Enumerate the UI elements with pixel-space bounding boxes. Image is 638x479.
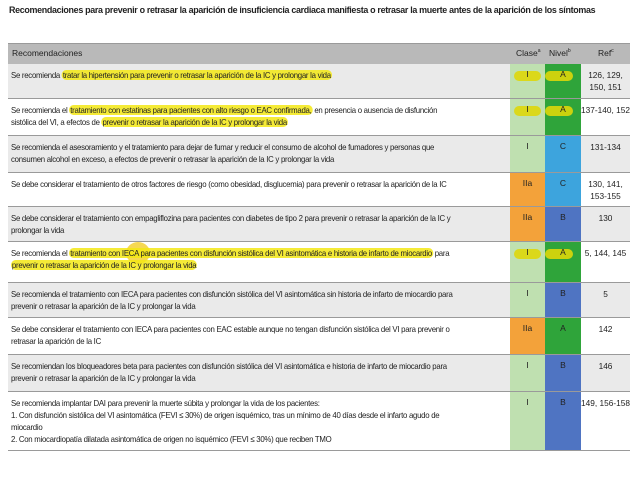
class-cell: I	[510, 392, 545, 450]
level-cell: B	[545, 355, 581, 391]
reference-cell: 5, 144, 145	[584, 248, 627, 258]
reference-cell: 126, 129, 150, 151	[588, 70, 623, 92]
recommendation-text: Se recomienda el tratamiento con IECA para pacientes con disfunción sistólica del VI asintomática e historia de infarto de miocardio para prevenir o retrasar la aparición de la IC y prolongar la vida	[11, 248, 450, 270]
class-cell: I	[510, 242, 545, 282]
table-row	[8, 207, 630, 242]
class-cell: I	[510, 136, 545, 172]
recommendation-text: Se debe considerar el tratamiento de otros factores de riesgo (como obesidad, disglucemia) para prevenir o retrasar la aparición de la IC	[11, 179, 447, 189]
reference-cell: 5	[603, 289, 608, 299]
reference-cell: 130	[598, 213, 613, 223]
recommendation-text: Se recomienda tratar la hipertensión para prevenir o retrasar la aparición de la IC y prolongar la vida	[11, 70, 331, 80]
table-row	[8, 318, 630, 355]
highlight-mark: tratamiento con estatinas para pacientes con alto riesgo o EAC confirmada,	[70, 105, 312, 115]
recommendation-text: Se recomienda implantar DAI para prevenir la muerte súbita y prolongar la vida de los pacientes: 1. Con disfunción sistólica del VI asintomática (FEVI ≤ 30%) de origen isquémico, tras un mínimo de 40 días desde el infarto agudo de miocardio 2. Con miocardiopatía dilatada asintomática de origen no isquémico (FEVI ≤ 30%) que reciben TMO	[11, 398, 440, 444]
table-row	[8, 392, 630, 451]
level-cell: C	[545, 136, 581, 172]
class-cell: IIa	[510, 207, 545, 241]
level-cell: A	[545, 318, 581, 354]
table-row	[8, 99, 630, 136]
highlight-mark: prevenir o retrasar la aparición de la IC y prolongar la vida	[102, 117, 287, 127]
reference-cell: 149, 156-158	[581, 398, 630, 408]
reference-cell: 131-134	[590, 142, 621, 152]
header-nivel: Nivel$^b$	[549, 48, 571, 58]
table-row	[8, 64, 630, 99]
recommendation-text: Se recomienda el asesoramiento y el tratamiento para dejar de fumar y reducir el consumo de alcohol de fumadores y personas que consumen alcohol en exceso, a efectos de prevenir o retrasar la aparición de la IC y prolongar la vida	[11, 142, 435, 164]
level-cell: B	[545, 283, 581, 317]
recommendations-table	[8, 43, 630, 451]
level-cell: B	[545, 392, 581, 450]
table-header	[8, 43, 630, 64]
table-row	[8, 283, 630, 318]
class-cell: I	[510, 355, 545, 391]
class-cell: I	[510, 283, 545, 317]
class-cell: IIa	[510, 318, 545, 354]
reference-cell: 142	[598, 324, 613, 334]
highlight-mark: tratamiento con IECA para pacientes con disfunción sistólica del VI asintomática e historia de infarto de miocardio	[70, 248, 432, 258]
level-cell: A	[545, 64, 581, 98]
class-cell: IIa	[510, 173, 545, 206]
header-recomendaciones: Recomendaciones	[12, 48, 83, 58]
header-clase: Clase$^a$	[516, 48, 541, 58]
highlight-mark: tratar la hipertensión para prevenir o retrasar la aparición de la IC y prolongar la vida	[62, 70, 331, 80]
table-row	[8, 355, 630, 392]
header-ref: Ref$^c$	[598, 48, 614, 58]
recommendation-text: Se recomienda el tratamiento con estatinas para pacientes con alto riesgo o EAC confirmada, en presencia o ausencia de disfunción sistólica del VI, a efectos de prevenir o retrasar la aparición de la IC y prolongar la vida	[11, 105, 438, 127]
level-cell: B	[545, 207, 581, 241]
level-cell: A	[545, 99, 581, 135]
class-cell: I	[510, 64, 545, 98]
recommendation-text: Se recomienda el tratamiento con IECA para pacientes con disfunción sistólica del VI asintomática sin historia de infarto de miocardio para prevenir o retrasar la aparición de la IC y prolongar la vida	[11, 289, 453, 311]
table-title: Recomendaciones para prevenir o retrasar la aparición de insuficiencia cardiaca manifiesta o retrasar la muerte antes de la aparición de los síntomas	[9, 5, 596, 16]
table-row	[8, 136, 630, 173]
level-cell: C	[545, 173, 581, 206]
level-cell: A	[545, 242, 581, 282]
recommendation-text: Se recomiendan los bloqueadores beta para pacientes con disfunción sistólica del VI asintomática e historia de infarto de miocardio para prevenir o retrasar la aparición de la IC y prolongar la vida	[11, 361, 447, 383]
recommendation-text: Se debe considerar el tratamiento con empagliflozina para pacientes con diabetes de tipo 2 para prevenir o retrasar la aparición de la IC y prolongar la vida	[11, 213, 451, 235]
reference-cell: 137-140, 152	[581, 105, 630, 115]
table-row	[8, 242, 630, 283]
highlight-mark: prevenir o retrasar la aparición de la IC y prolongar la vida	[11, 260, 197, 270]
recommendation-text: Se debe considerar el tratamiento con IECA para pacientes con EAC estable aunque no tengan disfunción sistólica del VI para prevenir o retrasar la aparición de la IC	[11, 324, 450, 346]
class-cell: I	[510, 99, 545, 135]
reference-cell: 146	[598, 361, 613, 371]
table-row	[8, 173, 630, 207]
reference-cell: 130, 141, 153-155	[588, 179, 623, 201]
